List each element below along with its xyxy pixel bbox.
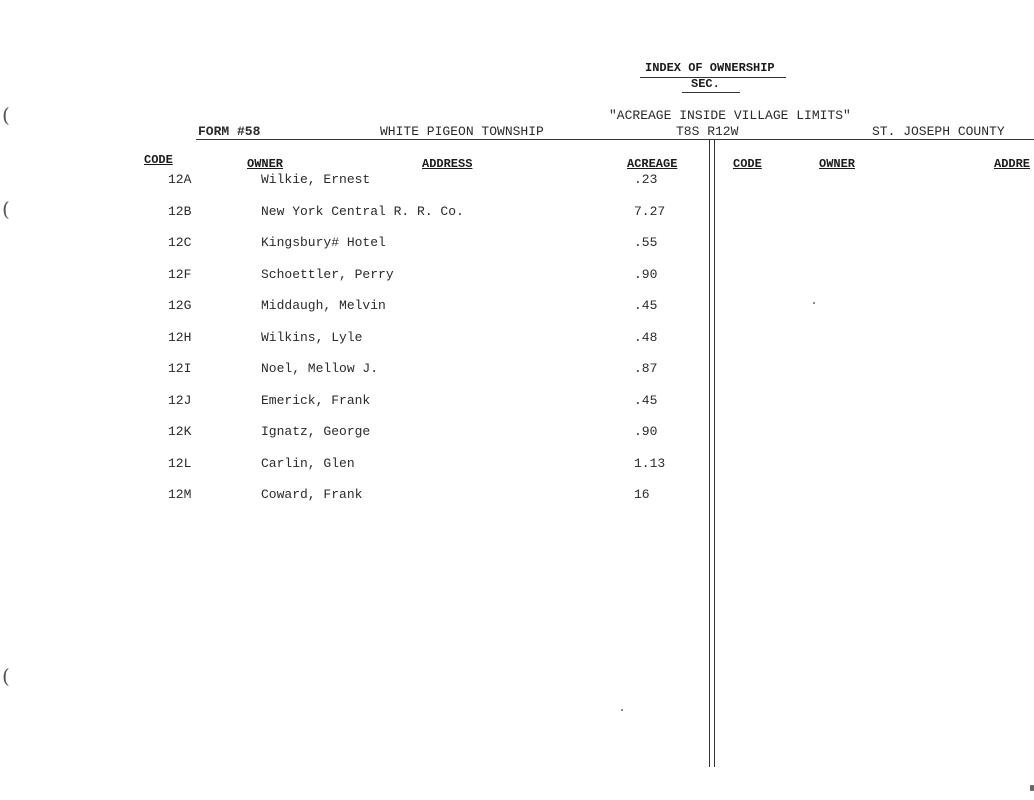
row-acreage: 1.13 <box>634 455 666 471</box>
row-owner: Coward, Frank <box>261 487 363 502</box>
township-name: WHITE PIGEON TOWNSHIP <box>380 124 544 139</box>
table-row <box>0 456 700 476</box>
row-acreage: 16 <box>634 487 650 502</box>
row-code: 12B <box>168 203 192 219</box>
row-acreage: 7.27 <box>634 203 666 219</box>
margin-mark: ( <box>2 103 10 127</box>
row-owner: Wilkins, Lyle <box>261 329 363 345</box>
row-acreage: .90 <box>634 424 658 439</box>
column-header-address: ADDRESS <box>422 157 473 171</box>
row-owner: Schoettler, Perry <box>261 266 394 282</box>
row-owner: New York Central R. R. Co. <box>261 203 464 219</box>
row-acreage: .87 <box>634 361 658 376</box>
header-rule <box>196 139 1034 140</box>
table-row <box>0 235 700 255</box>
row-acreage: .90 <box>634 266 658 282</box>
row-owner: Kingsbury# Hotel <box>261 235 386 250</box>
column-header-owner-right: OWNER <box>819 157 856 171</box>
county-name: ST. JOSEPH COUNTY <box>872 124 1005 139</box>
row-owner: Ignatz, George <box>261 424 371 439</box>
table-row <box>0 424 700 444</box>
row-acreage: .45 <box>634 298 658 313</box>
row-code: 12L <box>168 455 192 471</box>
row-code: 12M <box>168 487 192 502</box>
row-acreage: .45 <box>634 392 658 408</box>
margin-mark: ( <box>2 664 10 688</box>
row-owner: Wilkie, Ernest <box>261 172 371 187</box>
column-header-code-right: CODE <box>733 157 762 171</box>
subtitle: "ACREAGE INSIDE VILLAGE LIMITS" <box>609 108 851 123</box>
column-header-address-right: ADDRE <box>994 157 1031 171</box>
row-code: 12F <box>168 266 192 282</box>
table-row <box>0 393 700 413</box>
column-divider-left <box>709 139 710 767</box>
margin-mark: ( <box>2 197 10 221</box>
row-code: 12I <box>168 361 192 376</box>
table-row <box>0 330 700 350</box>
column-header-acreage: ACREAGE <box>627 157 678 171</box>
scan-speck <box>813 302 815 304</box>
row-owner: Noel, Mellow J. <box>261 361 379 376</box>
row-owner: Middaugh, Melvin <box>261 298 386 313</box>
scan-speck <box>1030 785 1034 791</box>
table-row <box>0 487 700 507</box>
form-number: FORM #58 <box>198 124 261 139</box>
table-row <box>0 204 700 224</box>
section-underline <box>682 92 740 93</box>
row-code: 12H <box>168 329 192 345</box>
table-row <box>0 267 700 287</box>
row-code: 12A <box>168 172 192 187</box>
table-row <box>0 172 700 192</box>
column-header-owner: OWNER <box>247 157 284 171</box>
row-acreage: .48 <box>634 329 658 345</box>
table-row <box>0 298 700 318</box>
column-header-code: CODE <box>144 153 173 167</box>
scan-speck <box>621 709 623 711</box>
row-acreage: .55 <box>634 235 658 250</box>
column-divider-right <box>714 139 715 767</box>
row-code: 12K <box>168 424 192 439</box>
section-label: SEC. <box>691 77 720 91</box>
document-title: INDEX OF OWNERSHIP <box>645 61 775 75</box>
row-owner: Emerick, Frank <box>261 392 371 408</box>
row-owner: Carlin, Glen <box>261 455 355 471</box>
township-range: T8S R12W <box>676 124 739 139</box>
table-row <box>0 361 700 381</box>
row-code: 12C <box>168 235 192 250</box>
row-code: 12G <box>168 298 192 313</box>
row-code: 12J <box>168 392 192 408</box>
row-acreage: .23 <box>634 172 658 187</box>
